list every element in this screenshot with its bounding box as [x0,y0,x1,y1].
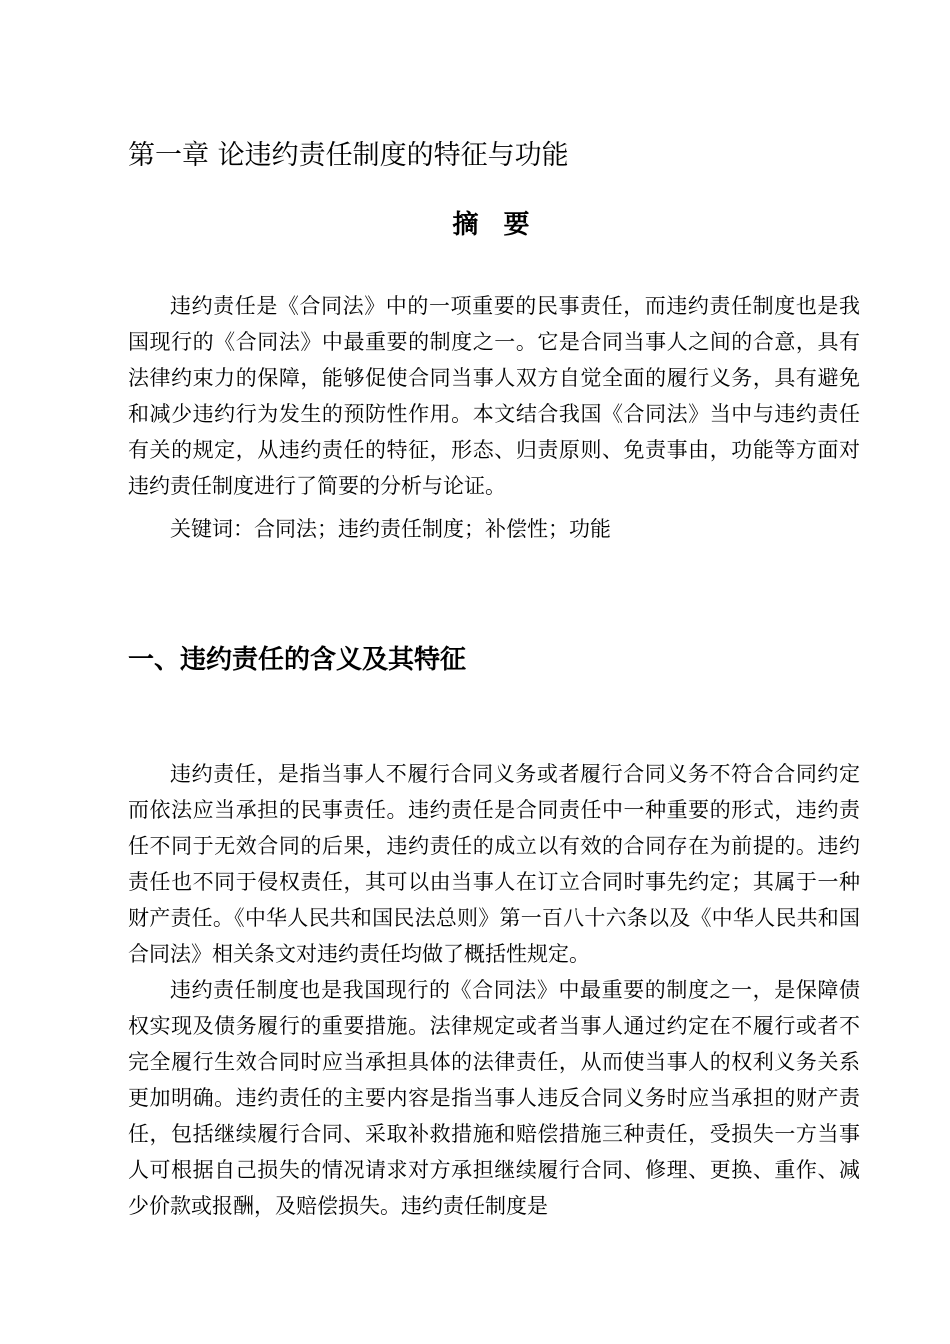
abstract-section [128,288,860,504]
keywords-line: 关键词：合同法；违约责任制度；补偿性；功能 [170,517,611,541]
body-paragraph: 违约责任制度也是我国现行的《合同法》中最重要的制度之一，是保障债权实现及债务履行的重要措施。法律规定或者当事人通过约定在不履行或者不完全履行生效合同时应当承担具体的法律责任，从而使当事人的权利义务关系更加明确。违约责任的主要内容是指当事人违反合同义务时应当承担的财产责任，包括继续履行合同、采取补救措施和赔偿措施三种责任，受损失一方当事人可根据自己损失的情况请求对方承担继续履行合同、修理、更换、重作、减少价款或报酬，及赔偿损失。违约责任制度是 [128,978,860,1218]
chapter-title: 第一章 论违约责任制度的特征与功能 [128,140,569,171]
section-body [128,756,860,1224]
abstract-heading: 摘 要 [452,210,538,240]
section-heading: 一、违约责任的含义及其特征 [128,645,467,675]
body-paragraph: 违约责任，是指当事人不履行合同义务或者履行合同义务不符合合同约定而依法应当承担的民事责任。违约责任是合同责任中一种重要的形式，违约责任不同于无效合同的后果，违约责任的成立以有效的合同存在为前提的。违约责任也不同于侵权责任，其可以由当事人在订立合同时事先约定；其属于一种财产责任。《中华人民共和国民法总则》第一百八十六条以及《中华人民共和国合同法》相关条文对违约责任均做了概括性规定。 [128,762,860,966]
abstract-paragraph: 违约责任是《合同法》中的一项重要的民事责任，而违约责任制度也是我国现行的《合同法》中最重要的制度之一。它是合同当事人之间的合意，具有法律约束力的保障，能够促使合同当事人双方自觉全面的履行义务，具有避免和减少违约行为发生的预防性作用。本文结合我国《合同法》当中与违约责任有关的规定，从违约责任的特征，形态、归责原则、免责事由，功能等方面对违约责任制度进行了简要的分析与论证。 [128,294,860,498]
